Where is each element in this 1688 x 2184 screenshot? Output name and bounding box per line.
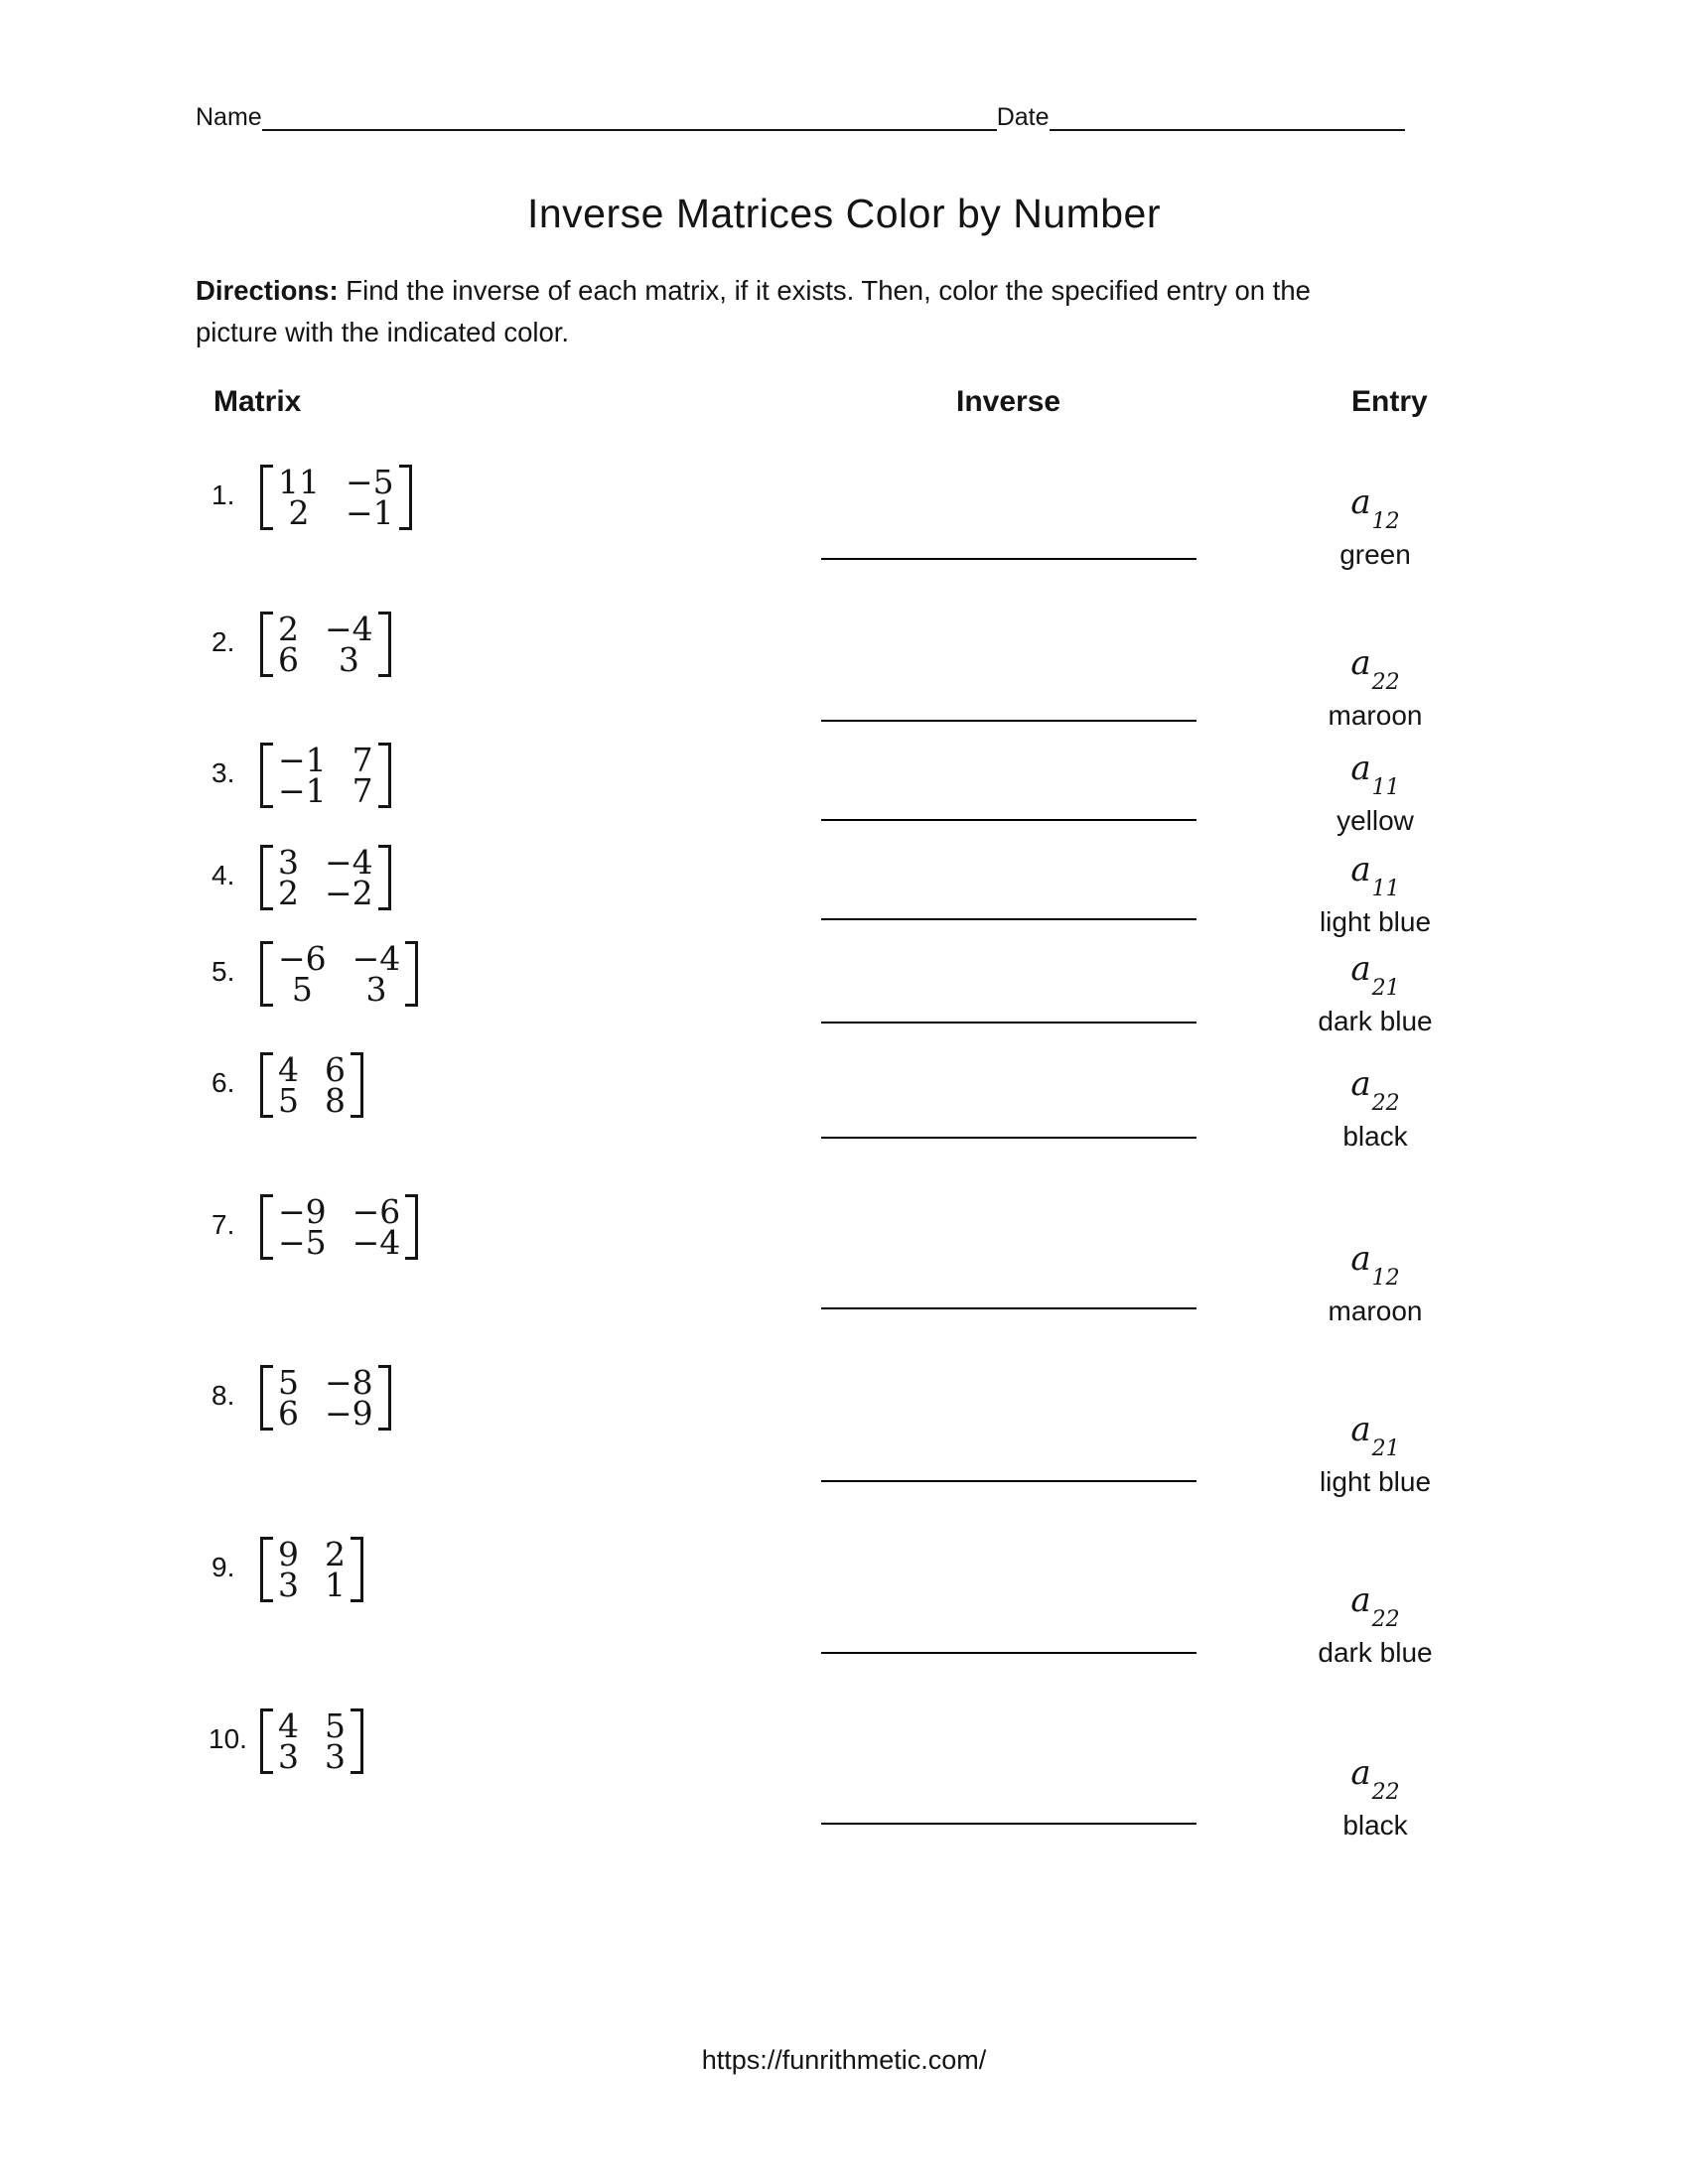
bracket-left-icon [260, 465, 273, 530]
bracket-left-icon [260, 1194, 273, 1260]
matrix-cell: 3 [278, 1737, 299, 1776]
matrix-cell: −4 [325, 843, 373, 882]
matrix-cell: −1 [278, 741, 327, 779]
matrix-cell: 5 [278, 1363, 299, 1402]
bracket-right-icon [378, 1365, 391, 1431]
matrix [260, 941, 418, 1007]
matrix-cell: −5 [346, 463, 394, 501]
entry-subscript-symbol: $a_{12}$ [1350, 482, 1400, 534]
bracket-left-icon [260, 845, 273, 910]
matrix-cell: 3 [278, 843, 299, 882]
bracket-right-icon [351, 1537, 363, 1602]
bracket-left-icon [260, 1365, 273, 1431]
matrix-cell: 4 [278, 1050, 299, 1089]
problem-number: 7. [211, 1209, 235, 1240]
bracket-left-icon [260, 1052, 273, 1118]
matrix-cell: 6 [278, 640, 299, 679]
problem-number: 3. [211, 757, 235, 788]
entry-color-label: maroon [1328, 699, 1423, 731]
problem-number: 2. [211, 626, 235, 657]
matrix [260, 1708, 363, 1774]
date-blank-line [1050, 129, 1405, 131]
entry-spec [1251, 1753, 1499, 1845]
matrix-cell: 3 [325, 1737, 346, 1776]
matrix [260, 1194, 418, 1260]
column-header-inverse: Inverse [956, 385, 1061, 418]
entry-color-label: green [1339, 538, 1411, 570]
bracket-left-icon [260, 1708, 273, 1774]
entry-subscript-symbol: $a_{22}$ [1350, 1753, 1400, 1805]
bracket-right-icon [378, 845, 391, 910]
problem-number: 9. [211, 1552, 235, 1582]
bracket-right-icon [378, 743, 391, 808]
matrix-cell: 4 [278, 1706, 299, 1745]
entry-subscript-symbol: $a_{21}$ [1350, 1410, 1400, 1461]
entry-color-label: light blue [1319, 1465, 1432, 1497]
entry-color-label: black [1342, 1809, 1408, 1841]
entry-subscript-symbol: $a_{21}$ [1350, 949, 1400, 1001]
matrix-cell: −4 [325, 610, 373, 648]
inverse-answer-blank [821, 819, 1196, 821]
bracket-right-icon [378, 612, 391, 677]
bracket-right-icon [405, 941, 418, 1007]
name-label: Name [196, 103, 262, 131]
matrix-cell: 7 [352, 741, 373, 779]
directions-text1: Find the inverse of each matrix, if it exists. Then, color the specified entry on the [346, 275, 1311, 306]
bracket-left-icon [260, 941, 273, 1007]
directions-line1 [196, 270, 1447, 312]
matrix [260, 1365, 391, 1431]
matrix-cell: −2 [325, 874, 373, 912]
inverse-answer-blank [821, 720, 1196, 722]
entry-subscript-symbol: $a_{11}$ [1350, 749, 1400, 800]
bracket-left-icon [260, 743, 273, 808]
name-blank-line [262, 129, 997, 131]
inverse-answer-blank [821, 558, 1196, 560]
bracket-right-icon [405, 1194, 418, 1260]
entry-color-label: dark blue [1318, 1005, 1433, 1036]
problem-number: 10. [209, 1723, 247, 1754]
matrix-cell: −9 [278, 1192, 327, 1231]
bracket-right-icon [351, 1708, 363, 1774]
bracket-right-icon [399, 465, 412, 530]
matrix-cell: −1 [278, 771, 327, 810]
directions-line2: picture with the indicated color. [196, 317, 570, 347]
directions [196, 270, 1447, 353]
inverse-answer-blank [821, 918, 1196, 920]
entry-subscript-symbol: $a_{12}$ [1350, 1239, 1400, 1291]
matrix-cell: 9 [278, 1535, 299, 1573]
entry-color-label: maroon [1328, 1295, 1423, 1326]
matrix-cell: −4 [352, 939, 401, 978]
entry-subscript-symbol: $a_{22}$ [1350, 1064, 1400, 1116]
bracket-right-icon [351, 1052, 363, 1118]
matrix-cell: −1 [346, 493, 394, 532]
entry-spec [1251, 850, 1499, 942]
entry-spec [1251, 749, 1499, 841]
footer-url: https://funrithmetic.com/ [701, 2045, 987, 2075]
bracket-left-icon [260, 612, 273, 677]
matrix [260, 743, 391, 808]
entry-spec [1251, 482, 1499, 575]
entry-spec [1251, 1410, 1499, 1502]
inverse-answer-blank [821, 1480, 1196, 1482]
matrix [260, 465, 412, 530]
entry-color-label: dark blue [1318, 1636, 1433, 1668]
matrix-cell: −9 [325, 1394, 373, 1433]
matrix-cell: 11 [278, 463, 320, 501]
inverse-answer-blank [821, 1307, 1196, 1309]
column-header-entry: Entry [1351, 385, 1428, 418]
matrix [260, 612, 391, 677]
entry-spec [1251, 949, 1499, 1041]
date-label: Date [996, 103, 1050, 131]
matrix-cell: 6 [278, 1394, 299, 1433]
problem-number: 5. [211, 956, 235, 987]
bracket-left-icon [260, 1537, 273, 1602]
matrix-cell: 5 [278, 1081, 299, 1120]
matrix-cell: −5 [278, 1223, 327, 1262]
problem-number: 4. [211, 860, 235, 890]
matrix [260, 1537, 363, 1602]
matrix-cell: 2 [278, 874, 299, 912]
entry-spec [1251, 643, 1499, 736]
inverse-answer-blank [821, 1823, 1196, 1825]
matrix-cell: 2 [288, 493, 310, 532]
matrix-cell: 2 [325, 1535, 346, 1573]
matrix [260, 845, 391, 910]
page-title: Inverse Matrices Color by Number [526, 191, 1162, 236]
entry-color-label: yellow [1336, 804, 1414, 836]
matrix-cell: −6 [278, 939, 327, 978]
problem-number: 1. [211, 479, 235, 510]
entry-color-label: light blue [1319, 905, 1432, 937]
inverse-answer-blank [821, 1022, 1196, 1024]
column-header-matrix: Matrix [213, 385, 302, 418]
entry-color-label: black [1342, 1120, 1408, 1152]
problem-number: 6. [211, 1067, 235, 1098]
entry-subscript-symbol: $a_{22}$ [1350, 1580, 1400, 1632]
matrix-cell: −4 [352, 1223, 401, 1262]
entry-spec [1251, 1580, 1499, 1673]
matrix-cell: 6 [325, 1050, 346, 1089]
matrix-cell: 7 [352, 771, 373, 810]
matrix-cell: 5 [325, 1706, 346, 1745]
entry-subscript-symbol: $a_{22}$ [1350, 643, 1400, 695]
matrix-cell: 3 [278, 1566, 299, 1604]
matrix-cell: 3 [338, 640, 359, 679]
entry-spec [1251, 1064, 1499, 1157]
directions-label: Directions: [196, 275, 339, 306]
problem-number: 8. [211, 1380, 235, 1411]
name-date-row [196, 103, 1405, 132]
inverse-answer-blank [821, 1137, 1196, 1139]
entry-subscript-symbol: $a_{11}$ [1350, 850, 1400, 901]
matrix-cell: −6 [352, 1192, 401, 1231]
inverse-answer-blank [821, 1652, 1196, 1654]
matrix-cell: 8 [325, 1081, 346, 1120]
matrix-cell: 2 [278, 610, 299, 648]
matrix [260, 1052, 363, 1118]
entry-spec [1251, 1239, 1499, 1331]
matrix-cell: 1 [325, 1566, 346, 1604]
matrix-cell: 5 [291, 970, 313, 1009]
matrix-cell: −8 [325, 1363, 373, 1402]
matrix-cell: 3 [365, 970, 387, 1009]
